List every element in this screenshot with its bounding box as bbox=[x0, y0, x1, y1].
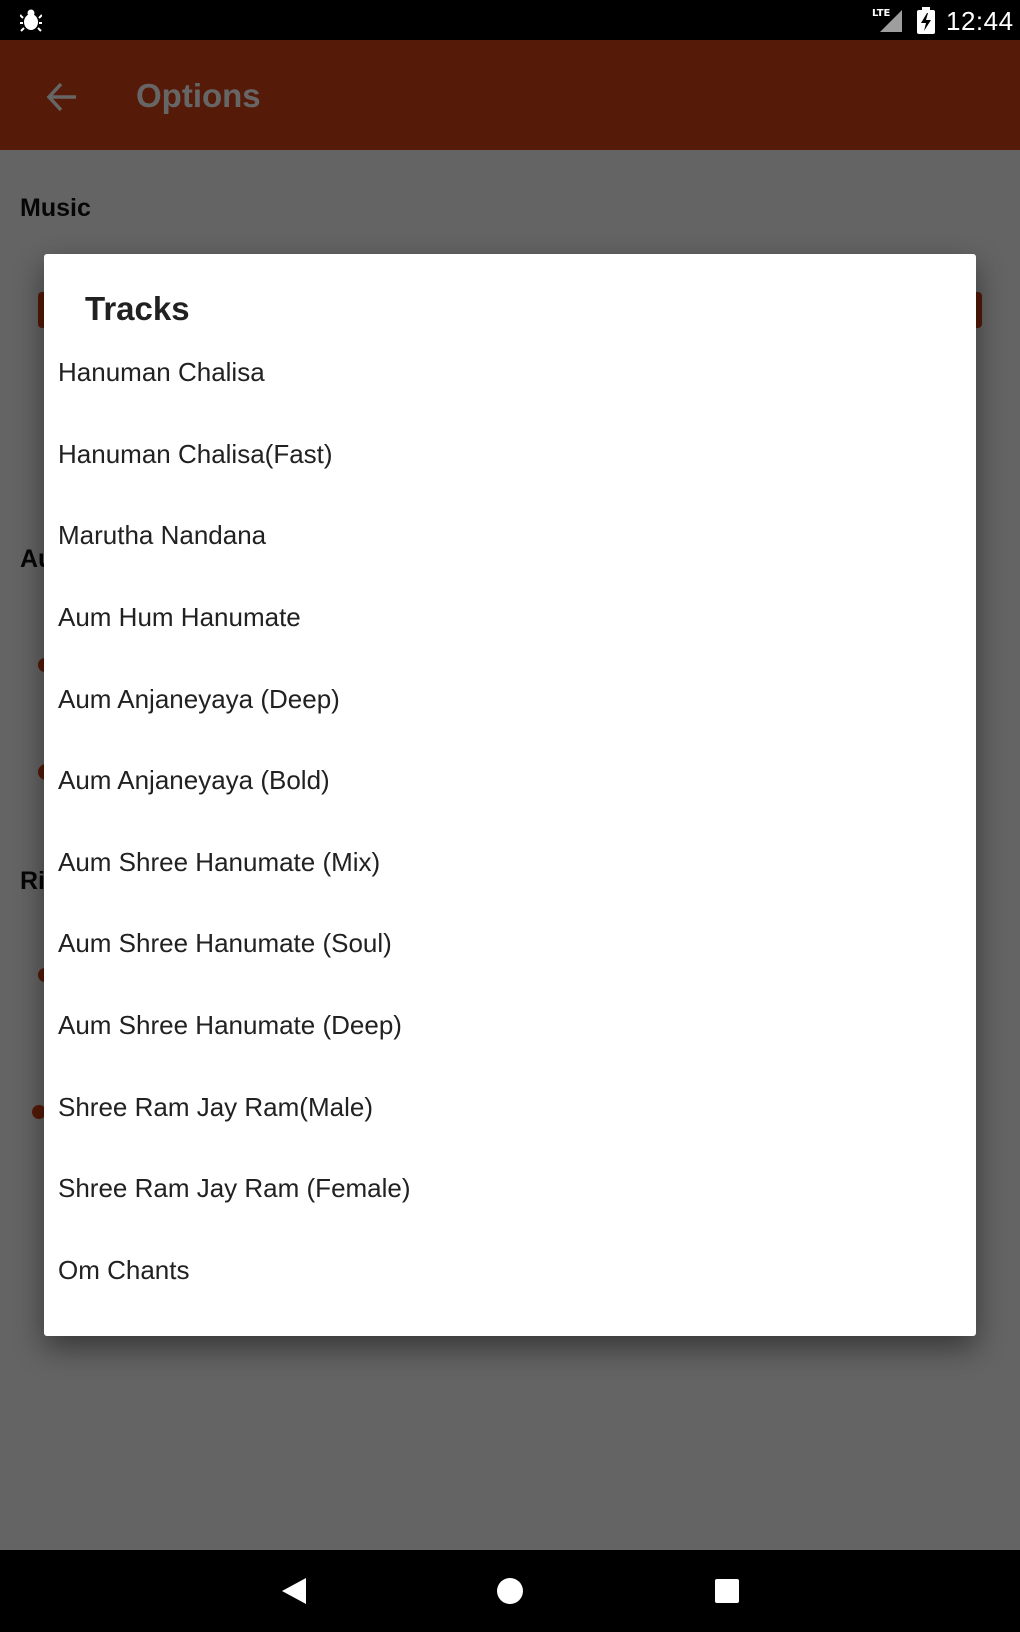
track-item[interactable]: Hanuman Chalisa(Fast) bbox=[58, 438, 333, 469]
track-item[interactable]: Aum Shree Hanumate (Deep) bbox=[58, 1010, 402, 1041]
dialog-title: Tracks bbox=[85, 290, 190, 327]
track-item[interactable]: Aum Anjaneyaya (Deep) bbox=[58, 683, 340, 714]
back-triangle-icon[interactable] bbox=[268, 1566, 318, 1616]
status-bar bbox=[0, 0, 1020, 40]
lte-signal-icon bbox=[872, 6, 904, 34]
track-item[interactable]: Shree Ram Jay Ram(Male) bbox=[58, 1091, 373, 1122]
debug-icon bbox=[20, 8, 42, 32]
recents-square-icon[interactable] bbox=[702, 1566, 752, 1616]
track-item[interactable]: Marutha Nandana bbox=[58, 520, 267, 551]
track-list bbox=[44, 332, 976, 1311]
svg-text:LTE: LTE bbox=[872, 8, 891, 19]
tracks-dialog bbox=[44, 254, 976, 1336]
track-item[interactable]: Om Chants bbox=[58, 1254, 190, 1285]
navigation-bar bbox=[0, 1550, 1020, 1632]
home-circle-icon[interactable] bbox=[485, 1566, 535, 1616]
track-item[interactable]: Hanuman Chalisa bbox=[58, 357, 265, 388]
battery-charging-icon bbox=[916, 7, 936, 35]
track-item[interactable]: Aum Hum Hanumate bbox=[58, 602, 301, 633]
track-item[interactable]: Aum Shree Hanumate (Soul) bbox=[58, 928, 392, 959]
clock: 12:44 bbox=[946, 6, 1014, 36]
track-item[interactable]: Shree Ram Jay Ram (Female) bbox=[58, 1173, 411, 1204]
track-item[interactable]: Aum Shree Hanumate (Mix) bbox=[58, 846, 381, 877]
track-item[interactable]: Aum Anjaneyaya (Bold) bbox=[58, 765, 330, 796]
